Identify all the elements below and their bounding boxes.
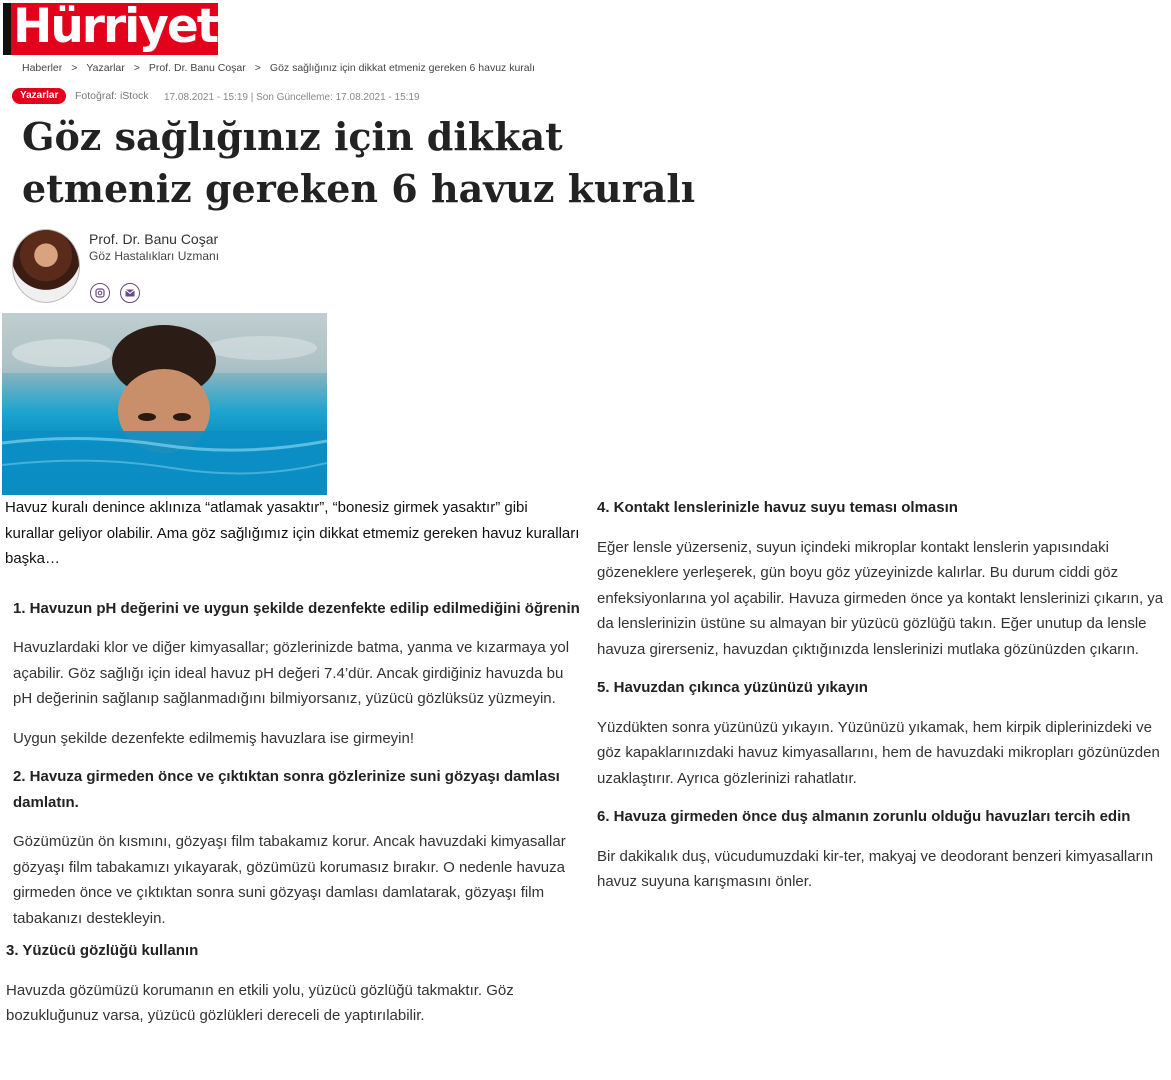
section-heading-5: 5. Havuzdan çıkınca yüzünüzü yıkayın	[597, 679, 868, 696]
hero-image	[2, 313, 327, 495]
mail-icon[interactable]	[120, 283, 140, 303]
photo-credit: Fotoğraf: iStock	[75, 90, 149, 102]
breadcrumb-separator: >	[254, 62, 261, 74]
hurriyet-logo[interactable]	[3, 0, 218, 55]
category-badge[interactable]: Yazarlar	[12, 88, 66, 104]
section-heading-1: 1. Havuzun pH değerini ve uygun şekilde dezenfekte edilip edilmediğini öğrenin	[13, 599, 580, 617]
section-paragraph-3: Havuzda gözümüzü korumanın en etkili yolu, yüzücü gözlüğü takmaktır. Göz bozukluğunuz varsa, yüzücü gözlükleri dereceli de yaptırılabilir.	[6, 981, 514, 1024]
left-column	[5, 495, 580, 1029]
publish-dates: 17.08.2021 - 15:19 | Son Güncelleme: 17.08.2021 - 15:19	[164, 92, 420, 103]
breadcrumb-item-author[interactable]: Prof. Dr. Banu Coşar	[148, 62, 246, 74]
section-paragraph-4: Eğer lensle yüzerseniz, suyun içindeki mikroplar kontakt lenslerin yapısındaki gözeneklere yerleşerek, gün boyu göz yüzeyinizde kalırlar. Bu durum ciddi göz enfeksiyonlarına yol açabilir. Havuza girmeden önce ya kontakt lenslerinizi çıkarın, ya da lenslerinizin üstüne su almayan bir yüzücü gözlüğü takın. Eğer unutup da lensle havuza girerseniz, havuzdan çıktığınızda lenslerinizi mutlaka gözünüzden çıkarın.	[597, 538, 1164, 658]
author-avatar[interactable]	[12, 229, 80, 303]
section-paragraph-2: Gözümüzün ön kısmını, gözyaşı film tabakamız korur. Ancak havuzdaki kimyasallar gözyaşı film tabakamızı yıkayarak, gözümüzü korumasız bırakır. O nedenle havuza girmeden önce ve çıktıktan sonra suni gözyaşı damlası damlatarak, gözyaşı film tabakanızı destekleyin.	[13, 833, 566, 927]
right-column	[597, 495, 1164, 895]
section-paragraph-1b: Uygun şekilde dezenfekte edilmemiş havuzlara ise girmeyin!	[13, 729, 415, 747]
breadcrumb	[22, 62, 535, 74]
breadcrumb-separator: >	[133, 62, 140, 74]
section-heading-6: 6. Havuza girmeden önce duş almanın zorunlu olduğu havuzları tercih edin	[597, 808, 1131, 825]
section-paragraph-6: Bir dakikalık duş, vücudumuzdaki kir-ter, makyaj ve deodorant benzeri kimyasalların havuz suyuna karışmasını önler.	[597, 847, 1154, 890]
breadcrumb-separator: >	[71, 62, 78, 74]
breadcrumb-item-yazarlar[interactable]: Yazarlar	[86, 62, 125, 74]
section-paragraph-1a: Havuzlardaki klor ve diğer kimyasallar; gözlerinizde batma, yanma ve kızarmaya yol açabilir. Göz sağlığı için ideal havuz pH değeri 7.4’dür. Ancak girdiğiniz havuzda bu pH değerinin sağlanıp sağlanmadığını bilmiyorsanız, yüzücü gözlüksüz yüzmeyin.	[13, 639, 570, 707]
breadcrumb-item-haberler[interactable]: Haberler	[22, 62, 63, 74]
section-heading-3: 3. Yüzücü gözlüğü kullanın	[6, 942, 199, 959]
author-title: Göz Hastalıkları Uzmanı	[89, 249, 220, 263]
author-name[interactable]: Prof. Dr. Banu Coşar	[89, 231, 219, 247]
article-lead: Havuz kuralı denince aklınıza “atlamak yasaktır”, “bonesiz girmek yasaktır” gibi kurallar geliyor olabilir. Ama göz sağlığımız için dikkat etmemiz gereken havuz kuralları başka…	[5, 499, 580, 567]
page-title: Göz sağlığınız için dikkat etmeniz gereken 6 havuz kuralı	[22, 114, 696, 211]
instagram-icon[interactable]	[90, 283, 110, 303]
section-paragraph-5: Yüzdükten sonra yüzünüzü yıkayın. Yüzünüzü yıkamak, hem kirpik diplerinizdeki ve göz kapaklarınızdaki havuz kimyasallarını, hem de havuzdaki mikropları gözünüzden uzaklaştırır. Ayrıca gözlerinizi rahatlatır.	[597, 718, 1160, 787]
logo-text: Hürriyet	[13, 0, 218, 54]
section-heading-4: 4. Kontakt lenslerinizle havuz suyu teması olmasın	[597, 499, 958, 516]
section-heading-2: 2. Havuza girmeden önce ve çıktıktan sonra gözlerinize suni gözyaşı damlası damlatın.	[13, 768, 560, 811]
breadcrumb-item-current: Göz sağlığınız için dikkat etmeniz gereken 6 havuz kuralı	[269, 62, 535, 74]
